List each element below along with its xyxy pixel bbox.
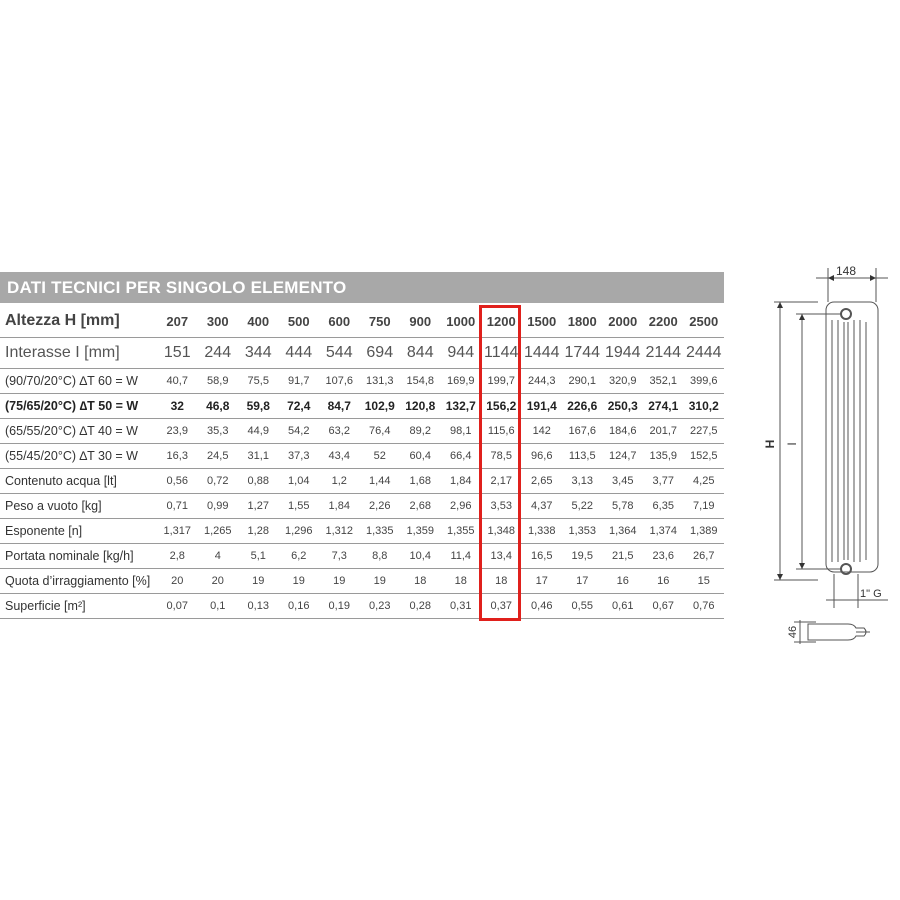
table-cell: 2444 bbox=[684, 338, 725, 369]
table-cell: 31,1 bbox=[238, 444, 279, 469]
table-cell: 2,65 bbox=[522, 469, 563, 494]
table-cell: 60,4 bbox=[400, 444, 441, 469]
table-cell: 135,9 bbox=[643, 444, 684, 469]
table-cell: 1,84 bbox=[441, 469, 482, 494]
table-row bbox=[0, 494, 724, 519]
table-cell: 102,9 bbox=[360, 394, 401, 419]
table-cell: 167,6 bbox=[562, 419, 603, 444]
table-cell: 1144 bbox=[481, 338, 522, 369]
table-cell: 17 bbox=[562, 569, 603, 594]
row-label: Superficie [m²] bbox=[0, 594, 157, 619]
table-cell: 1,2 bbox=[319, 469, 360, 494]
table-row bbox=[0, 544, 724, 569]
table-cell: 0,07 bbox=[157, 594, 198, 619]
table-cell: 2200 bbox=[643, 305, 684, 338]
row-label: (55/45/20°C) ∆T 30 = W bbox=[0, 444, 157, 469]
table-cell: 0,23 bbox=[360, 594, 401, 619]
table-cell: 4 bbox=[198, 544, 239, 569]
table-cell: 17 bbox=[522, 569, 563, 594]
table-cell: 3,77 bbox=[643, 469, 684, 494]
table-cell: 8,8 bbox=[360, 544, 401, 569]
table-row bbox=[0, 594, 724, 619]
table-cell: 66,4 bbox=[441, 444, 482, 469]
table-cell: 15 bbox=[684, 569, 725, 594]
table-cell: 7,19 bbox=[684, 494, 725, 519]
table-cell: 107,6 bbox=[319, 369, 360, 394]
table-cell: 844 bbox=[400, 338, 441, 369]
tech-data-table bbox=[0, 305, 724, 619]
table-cell: 21,5 bbox=[603, 544, 644, 569]
table-cell: 10,4 bbox=[400, 544, 441, 569]
table-cell: 2000 bbox=[603, 305, 644, 338]
table-cell: 5,22 bbox=[562, 494, 603, 519]
table-cell: 152,5 bbox=[684, 444, 725, 469]
table-cell: 32 bbox=[157, 394, 198, 419]
table-cell: 23,9 bbox=[157, 419, 198, 444]
table-cell: 0,71 bbox=[157, 494, 198, 519]
table-cell: 52 bbox=[360, 444, 401, 469]
table-cell: 151 bbox=[157, 338, 198, 369]
table-cell: 91,7 bbox=[279, 369, 320, 394]
table-cell: 2,8 bbox=[157, 544, 198, 569]
table-cell: 201,7 bbox=[643, 419, 684, 444]
height-label: H bbox=[763, 439, 777, 449]
row-label: Interasse I [mm] bbox=[0, 338, 157, 369]
table-cell: 0,19 bbox=[319, 594, 360, 619]
table-cell: 1,335 bbox=[360, 519, 401, 544]
row-label: Contenuto acqua [lt] bbox=[0, 469, 157, 494]
table-cell: 0,1 bbox=[198, 594, 239, 619]
table-cell: 1,265 bbox=[198, 519, 239, 544]
table-cell: 184,6 bbox=[603, 419, 644, 444]
table-row bbox=[0, 305, 724, 338]
table-cell: 0,28 bbox=[400, 594, 441, 619]
table-cell: 11,4 bbox=[441, 544, 482, 569]
table-cell: 16 bbox=[603, 569, 644, 594]
table-cell: 169,9 bbox=[441, 369, 482, 394]
table-row bbox=[0, 469, 724, 494]
table-cell: 37,3 bbox=[279, 444, 320, 469]
table-cell: 0,31 bbox=[441, 594, 482, 619]
table-cell: 54,2 bbox=[279, 419, 320, 444]
table-cell: 1,338 bbox=[522, 519, 563, 544]
table-cell: 19 bbox=[279, 569, 320, 594]
table-cell: 6,35 bbox=[643, 494, 684, 519]
table-cell: 156,2 bbox=[481, 394, 522, 419]
table-cell: 16,3 bbox=[157, 444, 198, 469]
table-cell: 244 bbox=[198, 338, 239, 369]
table-cell: 124,7 bbox=[603, 444, 644, 469]
table-cell: 6,2 bbox=[279, 544, 320, 569]
table-cell: 16 bbox=[643, 569, 684, 594]
table-cell: 120,8 bbox=[400, 394, 441, 419]
table-cell: 2,96 bbox=[441, 494, 482, 519]
table-row bbox=[0, 419, 724, 444]
table-cell: 24,5 bbox=[198, 444, 239, 469]
table-cell: 5,78 bbox=[603, 494, 644, 519]
table-cell: 1944 bbox=[603, 338, 644, 369]
table-cell: 7,3 bbox=[319, 544, 360, 569]
row-label: Altezza H [mm] bbox=[0, 305, 157, 338]
table-cell: 1744 bbox=[562, 338, 603, 369]
table-cell: 35,3 bbox=[198, 419, 239, 444]
table-cell: 20 bbox=[198, 569, 239, 594]
table-cell: 300 bbox=[198, 305, 239, 338]
table-cell: 400 bbox=[238, 305, 279, 338]
radiator-diagram bbox=[760, 262, 895, 652]
table-cell: 0,76 bbox=[684, 594, 725, 619]
table-cell: 63,2 bbox=[319, 419, 360, 444]
table-cell: 750 bbox=[360, 305, 401, 338]
table-cell: 0,88 bbox=[238, 469, 279, 494]
table-cell: 44,9 bbox=[238, 419, 279, 444]
table-cell: 0,56 bbox=[157, 469, 198, 494]
table-cell: 244,3 bbox=[522, 369, 563, 394]
connection-label: 1" G bbox=[860, 588, 882, 600]
table-row bbox=[0, 369, 724, 394]
table-cell: 96,6 bbox=[522, 444, 563, 469]
table-cell: 115,6 bbox=[481, 419, 522, 444]
table-cell: 3,45 bbox=[603, 469, 644, 494]
table-cell: 89,2 bbox=[400, 419, 441, 444]
table-cell: 500 bbox=[279, 305, 320, 338]
table-cell: 1,353 bbox=[562, 519, 603, 544]
table-cell: 3,53 bbox=[481, 494, 522, 519]
table-cell: 0,61 bbox=[603, 594, 644, 619]
table-cell: 694 bbox=[360, 338, 401, 369]
table-cell: 58,9 bbox=[198, 369, 239, 394]
table-cell: 2,17 bbox=[481, 469, 522, 494]
table-cell: 19 bbox=[319, 569, 360, 594]
table-cell: 544 bbox=[319, 338, 360, 369]
interaxis-label: I bbox=[785, 442, 799, 446]
table-cell: 26,7 bbox=[684, 544, 725, 569]
row-label: Esponente [n] bbox=[0, 519, 157, 544]
table-cell: 131,3 bbox=[360, 369, 401, 394]
table-cell: 1,359 bbox=[400, 519, 441, 544]
table-cell: 1000 bbox=[441, 305, 482, 338]
row-label: (75/65/20°C) ∆T 50 = W bbox=[0, 394, 157, 419]
table-cell: 18 bbox=[441, 569, 482, 594]
table-cell: 2144 bbox=[643, 338, 684, 369]
depth-label: 46 bbox=[787, 625, 799, 639]
table-cell: 1,55 bbox=[279, 494, 320, 519]
table-cell: 310,2 bbox=[684, 394, 725, 419]
table-cell: 320,9 bbox=[603, 369, 644, 394]
row-label: Peso a vuoto [kg] bbox=[0, 494, 157, 519]
table-cell: 46,8 bbox=[198, 394, 239, 419]
table-cell: 1500 bbox=[522, 305, 563, 338]
table-row bbox=[0, 569, 724, 594]
table-cell: 4,25 bbox=[684, 469, 725, 494]
table-row bbox=[0, 444, 724, 469]
table-cell: 1,296 bbox=[279, 519, 320, 544]
table-cell: 1,374 bbox=[643, 519, 684, 544]
table-cell: 0,16 bbox=[279, 594, 320, 619]
table-cell: 5,1 bbox=[238, 544, 279, 569]
table-cell: 0,13 bbox=[238, 594, 279, 619]
table-cell: 0,99 bbox=[198, 494, 239, 519]
table-cell: 132,7 bbox=[441, 394, 482, 419]
section-title: DATI TECNICI PER SINGOLO ELEMENTO bbox=[0, 272, 724, 303]
table-cell: 399,6 bbox=[684, 369, 725, 394]
table-cell: 600 bbox=[319, 305, 360, 338]
table-cell: 1,28 bbox=[238, 519, 279, 544]
row-label: (65/55/20°C) ∆T 40 = W bbox=[0, 419, 157, 444]
table-cell: 290,1 bbox=[562, 369, 603, 394]
table-cell: 1,04 bbox=[279, 469, 320, 494]
table-cell: 1,389 bbox=[684, 519, 725, 544]
table-cell: 154,8 bbox=[400, 369, 441, 394]
table-cell: 1,27 bbox=[238, 494, 279, 519]
table-cell: 19 bbox=[238, 569, 279, 594]
table-cell: 3,13 bbox=[562, 469, 603, 494]
table-cell: 98,1 bbox=[441, 419, 482, 444]
table-cell: 75,5 bbox=[238, 369, 279, 394]
table-cell: 1200 bbox=[481, 305, 522, 338]
table-cell: 227,5 bbox=[684, 419, 725, 444]
table-cell: 19,5 bbox=[562, 544, 603, 569]
table-cell: 84,7 bbox=[319, 394, 360, 419]
table-cell: 0,37 bbox=[481, 594, 522, 619]
table-cell: 78,5 bbox=[481, 444, 522, 469]
table-cell: 0,55 bbox=[562, 594, 603, 619]
table-cell: 1,364 bbox=[603, 519, 644, 544]
table-cell: 59,8 bbox=[238, 394, 279, 419]
table-row bbox=[0, 394, 724, 419]
table-cell: 23,6 bbox=[643, 544, 684, 569]
table-cell: 2,68 bbox=[400, 494, 441, 519]
table-cell: 191,4 bbox=[522, 394, 563, 419]
table-cell: 40,7 bbox=[157, 369, 198, 394]
table-cell: 72,4 bbox=[279, 394, 320, 419]
table-cell: 1800 bbox=[562, 305, 603, 338]
table-cell: 250,3 bbox=[603, 394, 644, 419]
table-cell: 274,1 bbox=[643, 394, 684, 419]
table-row bbox=[0, 519, 724, 544]
table-cell: 352,1 bbox=[643, 369, 684, 394]
table-cell: 0,67 bbox=[643, 594, 684, 619]
table-cell: 19 bbox=[360, 569, 401, 594]
table-cell: 13,4 bbox=[481, 544, 522, 569]
table-cell: 113,5 bbox=[562, 444, 603, 469]
table-cell: 444 bbox=[279, 338, 320, 369]
table-cell: 344 bbox=[238, 338, 279, 369]
table-cell: 900 bbox=[400, 305, 441, 338]
table-cell: 142 bbox=[522, 419, 563, 444]
table-cell: 1,44 bbox=[360, 469, 401, 494]
table-cell: 1,68 bbox=[400, 469, 441, 494]
width-label: 148 bbox=[835, 264, 857, 278]
table-cell: 76,4 bbox=[360, 419, 401, 444]
table-cell: 1,348 bbox=[481, 519, 522, 544]
table-cell: 207 bbox=[157, 305, 198, 338]
table-cell: 4,37 bbox=[522, 494, 563, 519]
table-cell: 1,355 bbox=[441, 519, 482, 544]
table-cell: 18 bbox=[400, 569, 441, 594]
table-cell: 1,317 bbox=[157, 519, 198, 544]
row-label: Portata nominale [kg/h] bbox=[0, 544, 157, 569]
row-label: (90/70/20°C) ∆T 60 = W bbox=[0, 369, 157, 394]
table-cell: 1444 bbox=[522, 338, 563, 369]
table-cell: 2500 bbox=[684, 305, 725, 338]
table-row bbox=[0, 338, 724, 369]
table-cell: 0,72 bbox=[198, 469, 239, 494]
table-cell: 0,46 bbox=[522, 594, 563, 619]
row-label: Quota d’irraggiamento [%] bbox=[0, 569, 157, 594]
table-cell: 16,5 bbox=[522, 544, 563, 569]
table-cell: 20 bbox=[157, 569, 198, 594]
table-cell: 1,84 bbox=[319, 494, 360, 519]
table-cell: 226,6 bbox=[562, 394, 603, 419]
table-cell: 2,26 bbox=[360, 494, 401, 519]
table-cell: 18 bbox=[481, 569, 522, 594]
table-cell: 1,312 bbox=[319, 519, 360, 544]
table-cell: 43,4 bbox=[319, 444, 360, 469]
table-cell: 199,7 bbox=[481, 369, 522, 394]
table-cell: 944 bbox=[441, 338, 482, 369]
